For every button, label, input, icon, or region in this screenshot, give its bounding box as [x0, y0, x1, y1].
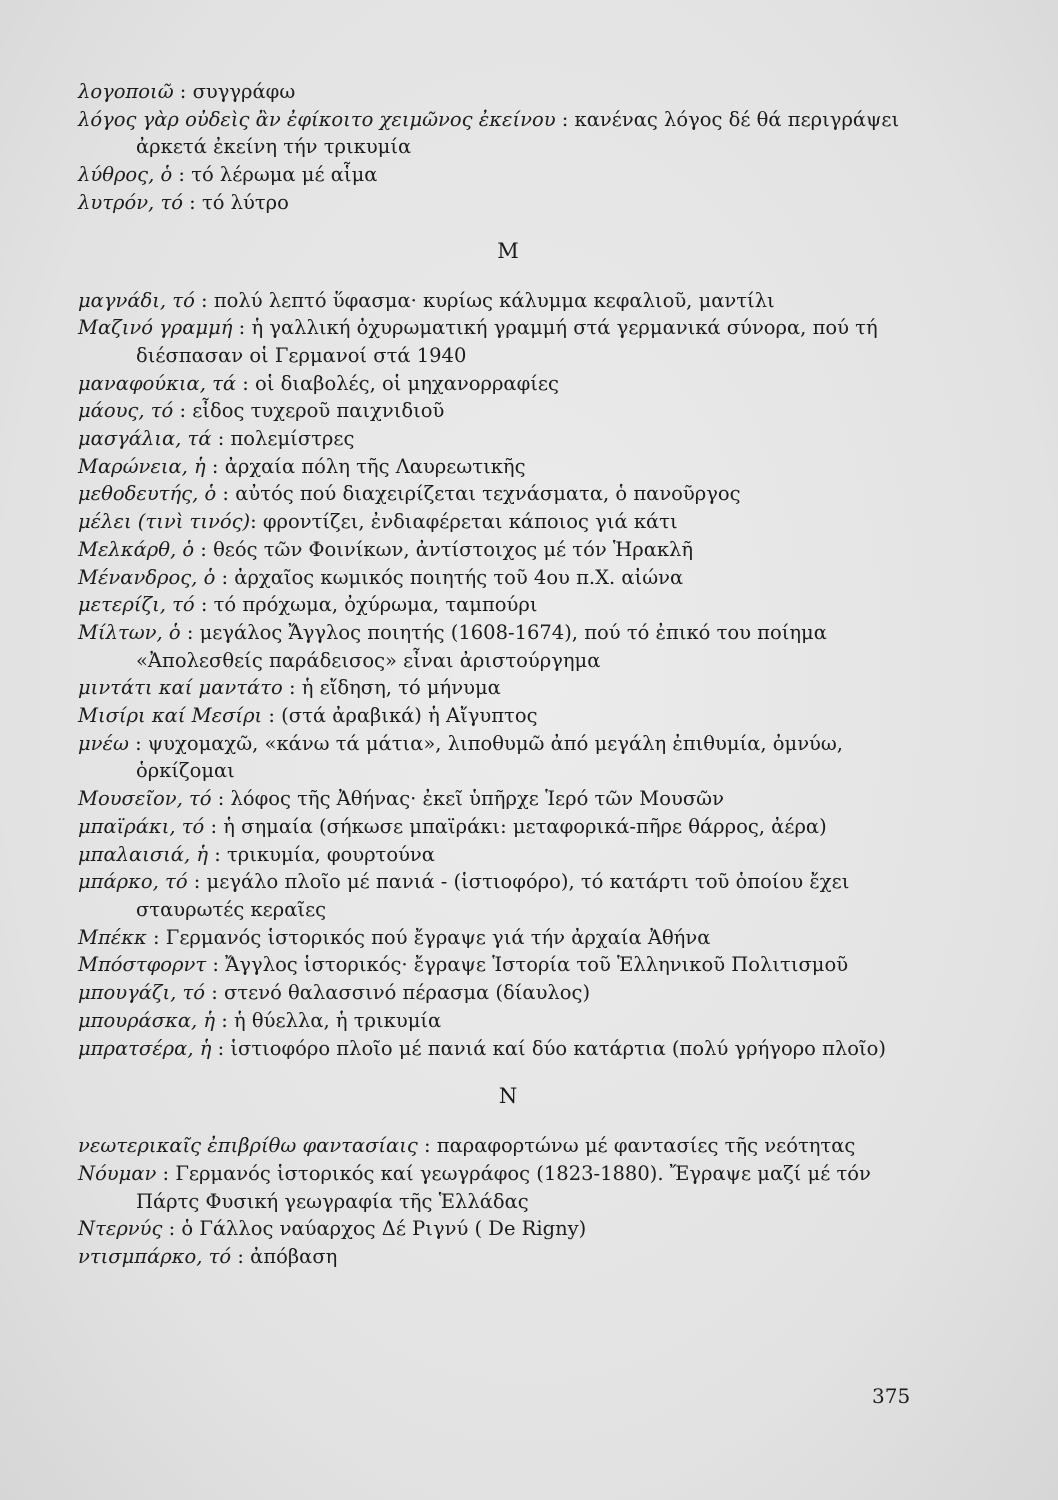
- entry-definition: παραφορτώνω μέ φαντασίες τῆς νεότητας: [436, 1134, 856, 1158]
- glossary-entry: [78, 1035, 938, 1063]
- entry-definition: ἱστιοφόρο πλοῖο μέ πανιά καί δύο κατάρτια (πολύ γρήγορο πλοῖο): [230, 1036, 887, 1060]
- entry-term: μέλει (τινὶ τινός): [78, 510, 251, 534]
- entry-definition: τό πρόχωμα, ὀχύρωμα, ταμπούρι: [213, 593, 538, 617]
- entry-term: μπουράσκα, ἡ: [78, 1008, 216, 1032]
- entry-definition: οἱ διαβολές, οἱ μηχανορραφίες: [255, 371, 559, 395]
- glossary-entry: [78, 979, 938, 1007]
- glossary-entry: [78, 508, 938, 536]
- glossary-entry: [78, 730, 938, 785]
- glossary-entry: [78, 813, 938, 841]
- entry-definition: μεγάλος Ἄγγλος ποιητής (1608-1674), πού τό ἐπικό του ποίημα «Ἀπολεσθείς παράδεισος» εἶναι ἀριστούργημα: [136, 620, 827, 672]
- entry-separator: :: [206, 953, 226, 977]
- entry-term: λόγος γὰρ οὐδεὶς ἂν ἐφίκοιτο χειμῶνος ἐκείνου: [78, 107, 556, 131]
- entry-term: μπρατσέρα, ἡ: [78, 1036, 212, 1060]
- glossary-entry: [78, 287, 938, 315]
- entry-definition: πολύ λεπτό ὕφασμα· κυρίως κάλυμμα κεφαλιοῦ, μαντίλι: [213, 288, 775, 312]
- entry-separator: :: [262, 704, 282, 728]
- entry-definition: λόφος τῆς Ἀθήνας· ἐκεῖ ὑπῆρχε Ἱερό τῶν Μουσῶν: [230, 787, 724, 811]
- entry-separator: :: [417, 1134, 437, 1158]
- glossary-entry: [78, 425, 938, 453]
- entry-definition: τρικυμία, φουρτούνα: [227, 842, 435, 866]
- entry-separator: :: [128, 731, 148, 755]
- glossary-entry: [78, 951, 938, 979]
- entry-term: Μουσεῖον, τό: [78, 787, 212, 811]
- section-letter: N: [498, 1084, 518, 1109]
- entry-definition: (στά ἀραβικά) ἡ Αἴγυπτος: [281, 704, 538, 728]
- entry-term: μετερίζι, τό: [78, 593, 195, 617]
- entry-term: λύθρος, ὁ: [78, 163, 173, 187]
- entry-term: μασγάλια, τά: [78, 427, 212, 451]
- entry-separator: :: [211, 1036, 231, 1060]
- glossary-entry: [78, 619, 938, 674]
- entry-separator: :: [555, 107, 575, 131]
- entry-separator: :: [250, 510, 263, 534]
- glossary-entry: [78, 868, 938, 923]
- entry-definition: ὁ Γάλλος ναύαρχος Δέ Ριγνύ ( De Rigny): [181, 1217, 587, 1241]
- entry-term: μπουγάζι, τό: [78, 981, 206, 1005]
- entry-definition: κανένας λόγος δέ θά περιγράψει ἀρκετά ἐκείνη τήν τρικυμία: [136, 107, 900, 159]
- entry-separator: :: [205, 981, 225, 1005]
- entry-term: μεθοδευτής, ὁ: [78, 482, 217, 506]
- glossary-entry: [78, 1243, 938, 1271]
- entry-separator: :: [232, 316, 252, 340]
- entry-separator: :: [182, 190, 202, 214]
- glossary-entry: [78, 1160, 938, 1215]
- entry-definition: ψυχομαχῶ, «κάνω τά μάτια», λιποθυμῶ ἀπό μεγάλη ἐπιθυμία, ὀμνύω, ὁρκίζομαι: [136, 731, 844, 783]
- entry-term: Ντερνύς: [78, 1217, 163, 1241]
- glossary-entry: [78, 674, 938, 702]
- entry-definition: εἶδος τυχεροῦ παιχνιδιοῦ: [192, 399, 445, 423]
- entry-term: λυτρόν, τό: [78, 190, 183, 214]
- glossary-entry: [78, 785, 938, 813]
- entry-separator: :: [194, 288, 214, 312]
- glossary-entry: [78, 841, 938, 869]
- glossary-entry: [78, 1007, 938, 1035]
- entry-definition: συγγράφω: [192, 80, 296, 103]
- glossary-entry: [78, 480, 938, 508]
- entry-separator: :: [236, 371, 256, 395]
- glossary-entry: [78, 189, 938, 217]
- glossary-entry: [78, 314, 938, 369]
- entry-term: Μίλτων, ὁ: [78, 620, 181, 644]
- entry-term: λογοποιῶ: [78, 80, 174, 103]
- entry-definition: ἀπόβαση: [250, 1245, 338, 1269]
- glossary-entry: [78, 106, 938, 161]
- entry-separator: :: [211, 427, 231, 451]
- entry-definition: φροντίζει, ἐνδιαφέρεται κάποιος γιά κάτι: [262, 510, 678, 534]
- entry-separator: :: [146, 925, 166, 949]
- entry-separator: :: [156, 1161, 176, 1185]
- entry-separator: :: [194, 537, 214, 561]
- entry-definition: ἀρχαία πόλη τῆς Λαυρεωτικῆς: [224, 454, 526, 478]
- entry-term: Νόυμαν: [78, 1161, 157, 1185]
- entry-term: Μπόστφορντ: [78, 953, 207, 977]
- entry-definition: μεγάλο πλοῖο μέ πανιά - (ἱστιοφόρο), τό κατάρτι τοῦ ὁποίου ἔχει σταυρωτές κεραῖες: [136, 870, 850, 921]
- entry-term: μπαλαισιά, ἡ: [78, 842, 209, 866]
- entry-term: Μαζινό γραμμή: [78, 316, 233, 340]
- glossary-entry: [78, 564, 938, 592]
- glossary-entry: [78, 397, 938, 425]
- entry-separator: :: [204, 814, 224, 838]
- entry-definition: θεός τῶν Φοινίκων, ἀντίστοιχος μέ τόν Ἡρακλῆ: [213, 537, 694, 561]
- entry-separator: :: [282, 676, 302, 700]
- entry-term: μαναφούκια, τά: [78, 371, 237, 395]
- entry-term: νεωτερικαῖς ἐπιβρίθω φαντασίαις: [78, 1134, 418, 1158]
- entry-separator: :: [205, 454, 225, 478]
- entry-separator: :: [180, 620, 200, 644]
- entry-term: μπαϊράκι, τό: [78, 814, 205, 838]
- glossary-entry: [78, 536, 938, 564]
- entry-separator: :: [216, 482, 236, 506]
- entry-separator: :: [173, 80, 193, 103]
- entry-separator: :: [231, 1245, 251, 1269]
- entry-term: Μελκάρθ, ὁ: [78, 537, 195, 561]
- entry-definition: τό λέρωμα μέ αἷμα: [191, 163, 378, 187]
- entry-term: Μένανδρος, ὁ: [78, 565, 216, 589]
- entry-definition: Γερμανός ἱστορικός καί γεωγράφος (1823-1880). Ἔγραψε μαζί μέ τόν Πάρτς Φυσική γεωγραφία τῆς Ἑλλάδας: [136, 1161, 871, 1213]
- entry-separator: :: [215, 565, 235, 589]
- entry-separator: :: [194, 593, 214, 617]
- entry-definition: Ἄγγλος ἱστορικός· ἔγραψε Ἱστορία τοῦ Ἑλληνικοῦ Πολιτισμοῦ: [225, 953, 849, 977]
- glossary-entry: [78, 702, 938, 730]
- glossary-entry: [78, 1132, 938, 1160]
- entry-term: μνέω: [78, 731, 129, 755]
- entry-separator: :: [215, 1008, 235, 1032]
- entry-term: ντισμπάρκο, τό: [78, 1245, 232, 1269]
- entry-definition: ἡ σημαία (σήκωσε μπαϊράκι: μεταφορικά-πῆρε θάρρος, ἀέρα): [223, 814, 827, 838]
- entry-definition: ἀρχαῖος κωμικός ποιητής τοῦ 4ου π.Χ. αἰώνα: [234, 565, 684, 589]
- entry-definition: πολεμίστρες: [230, 427, 355, 451]
- entry-definition: τό λύτρο: [201, 190, 289, 214]
- entry-definition: ἡ γαλλική ὀχυρωματική γραμμή στά γερμανικά σύνορα, πού τή διέσπασαν οἱ Γερμανοί στά 1940: [136, 316, 878, 367]
- entry-definition: αὐτός πού διαχειρίζεται τεχνάσματα, ὁ πανοῦργος: [235, 482, 741, 506]
- entry-definition: ἡ εἴδηση, τό μήνυμα: [301, 676, 501, 700]
- glossary-entry: [78, 1215, 938, 1243]
- entry-separator: :: [172, 163, 192, 187]
- entry-term: Μπέκκ: [78, 925, 147, 949]
- glossary-entry: [78, 161, 938, 189]
- entry-separator: :: [162, 1217, 182, 1241]
- entry-term: μαγνάδι, τό: [78, 288, 195, 312]
- entry-term: Μισίρι καί Μεσίρι: [78, 704, 263, 728]
- glossary-entry: [78, 78, 938, 106]
- entry-definition: Γερμανός ἱστορικός πού ἔγραψε γιά τήν ἀρχαία Ἀθήνα: [165, 925, 711, 949]
- entry-term: μιντάτι καί μαντάτο: [78, 676, 283, 700]
- glossary-entry: [78, 370, 938, 398]
- entry-term: Μαρώνεια, ἡ: [78, 454, 206, 478]
- entry-definition: στενό θαλασσινό πέρασμα (δίαυλος): [224, 981, 591, 1005]
- entry-separator: :: [173, 399, 193, 423]
- entry-term: μπάρκο, τό: [78, 870, 188, 894]
- entry-separator: :: [211, 787, 231, 811]
- glossary-entries: [78, 78, 938, 1271]
- entry-separator: :: [187, 870, 207, 894]
- glossary-entry: [78, 924, 938, 952]
- entry-definition: ἡ θύελλα, ἡ τρικυμία: [234, 1008, 442, 1032]
- entry-term: μάους, τό: [78, 399, 174, 423]
- entry-separator: :: [208, 842, 228, 866]
- glossary-entry: [78, 591, 938, 619]
- page-number: 375: [872, 1384, 911, 1408]
- glossary-entry: [78, 453, 938, 481]
- section-letter: M: [497, 238, 519, 263]
